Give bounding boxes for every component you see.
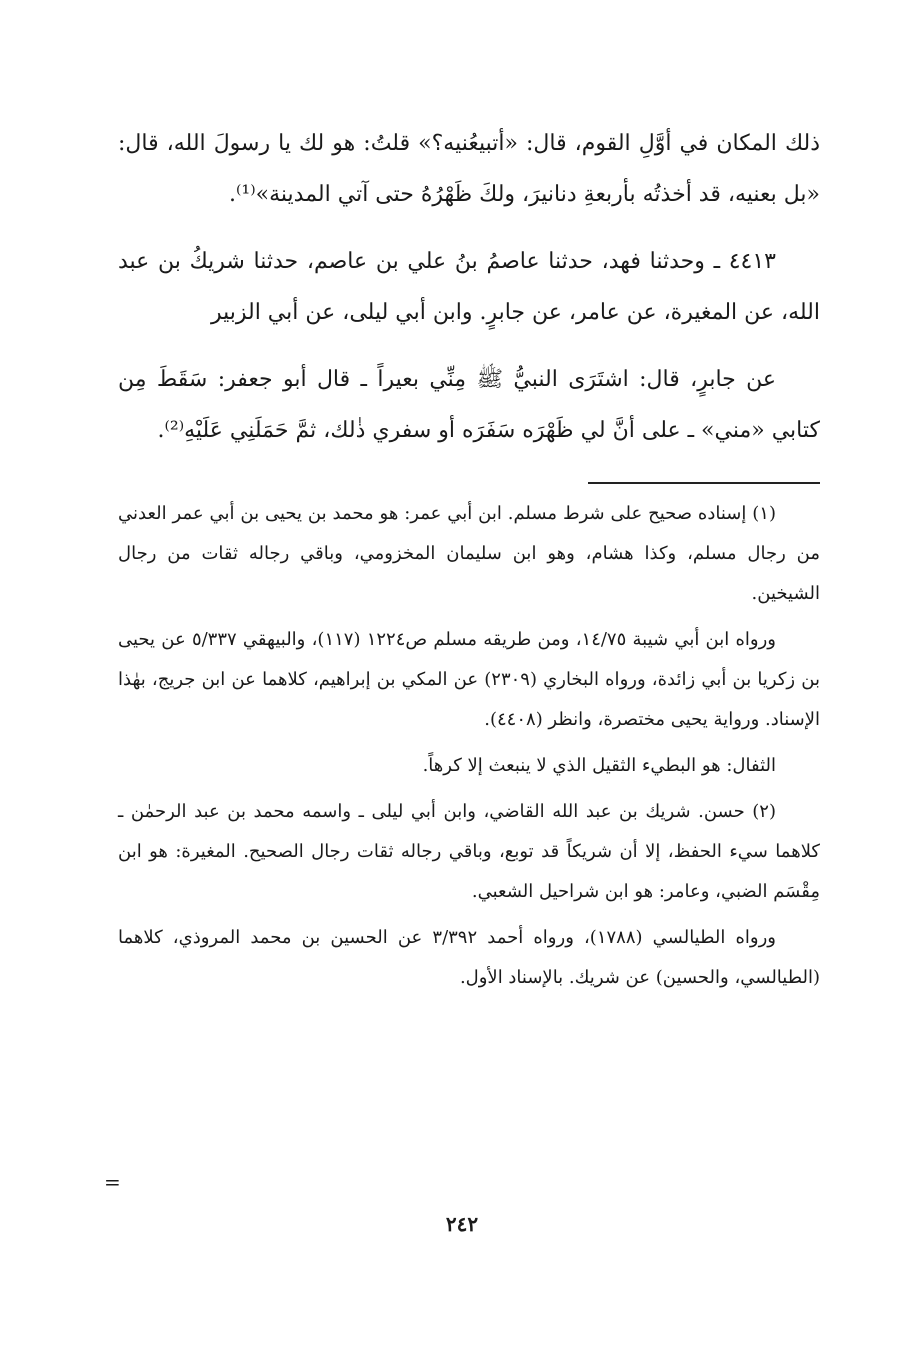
continuation-mark: = (104, 1170, 121, 1194)
page-number: ٢٤٢ (445, 1212, 479, 1236)
hadith-4413-text: عن جابرٍ، قال: اشتَرَى النبيُّ ﷺ مِنِّي بعيراً ـ قال أبو جعفر: سَقَطَ مِن كتابي «مني» ـ على أنَّ لي ظَهْرَه سَفَرَه أو سفري ذٰلك، ثمَّ حَمَلَنِي عَلَيْهِ⁽²⁾. (118, 367, 820, 443)
body-paragraph-1: ذلك المكان في أوَّلِ القوم، قال: «أتبيعُنيه؟» قلتُ: هو لك يا رسولَ الله، قال: «بل بعنيه، قد أخذتُه بأربعةِ دنانيرَ، ولكَ ظَهْرُهُ حتى آتي المدينة»⁽¹⁾. (118, 131, 820, 207)
footnote-2-sources: ورواه الطيالسي (١٧٨٨)، ورواه أحمد ٣/٣٩٢ عن الحسين بن محمد المروذي، كلاهما (الطيالسي، والحسين) عن شريك. بالإسناد الأول. (118, 927, 820, 988)
hadith-4413-chain: ٤٤١٣ ـ وحدثنا فهد، حدثنا عاصمُ بنُ علي بن عاصم، حدثنا شريكُ بن عبد الله، عن المغيرة، عن عامر، عن جابرٍ. وابن أبي ليلى، عن أبي الزبير (118, 249, 820, 325)
footnote-1: (١) إسناده صحيح على شرط مسلم. ابن أبي عمر: هو محمد بن يحيى بن أبي عمر العدني من رجال مسلم، وكذا هشام، وهو ابن سليمان المخزومي، وباقي رجاله ثقات من رجال الشيخين. (118, 503, 820, 604)
footnote-1-sources: ورواه ابن أبي شيبة ١٤/٧٥، ومن طريقه مسلم ص١٢٢٤ (١١٧)، والبيهقي ٥/٣٣٧ عن يحيى بن زكريا بن أبي زائدة، ورواه البخاري (٢٣٠٩) عن المكي بن إبراهيم، كلاهما عن ابن جريج، بهٰذا الإسناد. ورواية يحيى مختصرة، وانظر (٤٤٠٨). (118, 629, 821, 730)
footnote-divider (588, 482, 820, 484)
footnote-2: (٢) حسن. شريك بن عبد الله القاضي، وابن أبي ليلى ـ واسمه محمد بن عبد الرحمٰن ـ كلاهما سيء الحفظ، إلا أن شريكاً قد توبع، وباقي رجاله ثقات رجال الصحيح. المغيرة: هو ابن مِقْسَم الضبي، وعامر: هو ابن شراحيل الشعبي. (118, 801, 820, 902)
footnote-glossary: الثفال: هو البطيء الثقيل الذي لا ينبعث إلا كرهاً. (422, 755, 776, 776)
page-content (118, 118, 820, 1004)
